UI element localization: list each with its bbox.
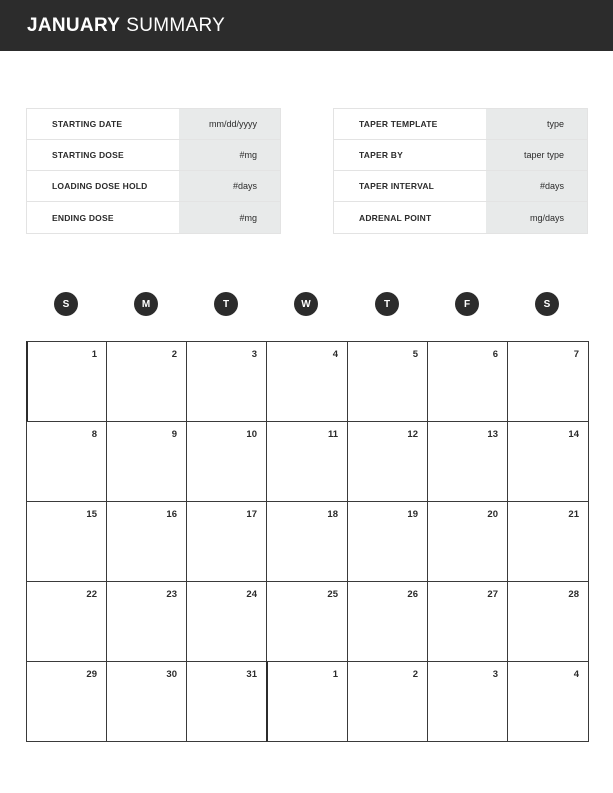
calendar-day-number: 12 xyxy=(407,429,418,440)
weekday-header-row xyxy=(26,292,588,316)
calendar-day-cell[interactable] xyxy=(427,341,508,422)
starting-dose-field[interactable]: #mg xyxy=(179,140,280,170)
weekday-thursday: T xyxy=(375,292,399,316)
calendar-day-cell[interactable] xyxy=(106,501,187,582)
taper-info-table xyxy=(333,108,588,234)
info-row-starting-date xyxy=(27,109,280,140)
calendar-day-cell[interactable] xyxy=(347,341,428,422)
calendar-day-cell[interactable] xyxy=(427,501,508,582)
calendar-day-cell[interactable] xyxy=(347,581,428,662)
calendar-day-number: 9 xyxy=(171,429,177,440)
calendar-day-cell[interactable] xyxy=(26,581,107,662)
calendar-day-number: 4 xyxy=(332,349,338,360)
calendar-day-number: 18 xyxy=(327,509,338,520)
calendar-day-cell[interactable] xyxy=(427,661,508,742)
calendar-day-cell[interactable] xyxy=(26,661,107,742)
info-label: TAPER BY xyxy=(359,150,403,160)
calendar-day-cell[interactable] xyxy=(106,341,187,422)
calendar-day-cell[interactable] xyxy=(266,661,348,742)
calendar-day-cell[interactable] xyxy=(347,661,428,742)
calendar-day-number: 10 xyxy=(246,429,257,440)
weekday-monday: M xyxy=(134,292,158,316)
calendar-grid xyxy=(26,341,588,742)
calendar-day-number: 25 xyxy=(327,589,338,600)
calendar-day-cell[interactable] xyxy=(507,661,589,742)
taper-interval-field[interactable]: #days xyxy=(486,171,587,201)
header-title: SUMMARY xyxy=(126,14,226,36)
info-row-loading-dose-hold xyxy=(27,171,280,202)
calendar-day-number: 2 xyxy=(171,349,177,360)
calendar-day-cell[interactable] xyxy=(26,421,107,502)
info-row-starting-dose xyxy=(27,140,280,171)
calendar-day-number: 31 xyxy=(246,669,257,680)
info-row-taper-template xyxy=(334,109,587,140)
calendar-day-number: 16 xyxy=(166,509,177,520)
calendar-day-cell[interactable] xyxy=(186,341,267,422)
calendar-day-number: 23 xyxy=(166,589,177,600)
calendar-day-cell[interactable] xyxy=(266,501,348,582)
calendar-day-number: 20 xyxy=(487,509,498,520)
calendar-day-number: 15 xyxy=(86,509,97,520)
weekday-sunday: S xyxy=(54,292,78,316)
info-label: ADRENAL POINT xyxy=(359,212,432,223)
calendar-day-number: 7 xyxy=(573,349,579,360)
info-row-taper-by xyxy=(334,140,587,171)
calendar-day-number: 27 xyxy=(487,589,498,600)
calendar-day-number: 1 xyxy=(91,349,97,360)
taper-template-field[interactable]: type xyxy=(486,109,587,139)
calendar-day-number: 3 xyxy=(492,669,498,680)
calendar-day-number: 1 xyxy=(332,669,338,680)
calendar-day-number: 4 xyxy=(573,669,579,680)
calendar-day-number: 11 xyxy=(327,429,338,440)
calendar-day-number: 21 xyxy=(568,509,579,520)
loading-dose-hold-field[interactable]: #days xyxy=(179,171,280,201)
calendar-day-number: 3 xyxy=(251,349,257,360)
taper-by-field[interactable]: taper type xyxy=(486,140,587,170)
calendar-day-cell[interactable] xyxy=(186,421,267,502)
calendar-day-number: 19 xyxy=(407,509,418,520)
calendar-day-number: 17 xyxy=(246,509,257,520)
calendar-day-cell[interactable] xyxy=(186,661,267,742)
calendar-day-number: 24 xyxy=(246,589,257,600)
calendar-day-number: 5 xyxy=(412,349,418,360)
calendar-day-number: 29 xyxy=(86,669,97,680)
starting-date-field[interactable]: mm/dd/yyyy xyxy=(179,109,280,139)
calendar-day-cell[interactable] xyxy=(186,501,267,582)
calendar-day-number: 8 xyxy=(91,429,97,440)
weekday-tuesday: T xyxy=(214,292,238,316)
info-row-taper-interval xyxy=(334,171,587,202)
info-label: LOADING DOSE HOLD xyxy=(52,181,148,191)
calendar-day-cell[interactable] xyxy=(266,421,348,502)
calendar-day-cell[interactable] xyxy=(347,421,428,502)
calendar-day-number: 6 xyxy=(492,349,498,360)
calendar-day-cell[interactable] xyxy=(507,581,589,662)
calendar-day-cell[interactable] xyxy=(266,581,348,662)
calendar-day-number: 2 xyxy=(412,669,418,680)
calendar-day-cell[interactable] xyxy=(507,341,589,422)
calendar-day-cell[interactable] xyxy=(507,501,589,582)
calendar-day-cell[interactable] xyxy=(186,581,267,662)
calendar-day-cell[interactable] xyxy=(26,341,107,422)
weekday-wednesday: W xyxy=(294,292,318,316)
weekday-friday: F xyxy=(455,292,479,316)
weekday-saturday: S xyxy=(535,292,559,316)
info-row-adrenal-point xyxy=(334,202,587,233)
info-row-ending-dose xyxy=(27,202,280,233)
info-label: ENDING DOSE xyxy=(52,212,114,223)
calendar-day-cell[interactable] xyxy=(26,501,107,582)
calendar-day-cell[interactable] xyxy=(106,581,187,662)
calendar-day-cell[interactable] xyxy=(106,661,187,742)
info-label: STARTING DATE xyxy=(52,119,123,129)
info-label: STARTING DOSE xyxy=(52,150,124,160)
calendar-day-number: 28 xyxy=(568,589,579,600)
calendar-day-cell[interactable] xyxy=(507,421,589,502)
info-label: TAPER TEMPLATE xyxy=(359,119,438,129)
ending-dose-field[interactable]: #mg xyxy=(179,202,280,233)
adrenal-point-field[interactable]: mg/days xyxy=(486,202,587,233)
calendar-day-number: 14 xyxy=(568,429,579,440)
info-label: TAPER INTERVAL xyxy=(359,181,435,191)
calendar-day-number: 30 xyxy=(166,669,177,680)
calendar-day-number: 13 xyxy=(487,429,498,440)
calendar-day-number: 26 xyxy=(407,589,418,600)
calendar-day-cell[interactable] xyxy=(427,421,508,502)
page-header xyxy=(0,0,613,51)
calendar-day-cell[interactable] xyxy=(106,421,187,502)
calendar-day-cell[interactable] xyxy=(347,501,428,582)
dose-info-table xyxy=(26,108,281,234)
calendar-day-cell[interactable] xyxy=(266,341,348,422)
calendar-day-cell[interactable] xyxy=(427,581,508,662)
calendar-day-number: 22 xyxy=(86,589,97,600)
header-month: JANUARY xyxy=(27,14,121,36)
